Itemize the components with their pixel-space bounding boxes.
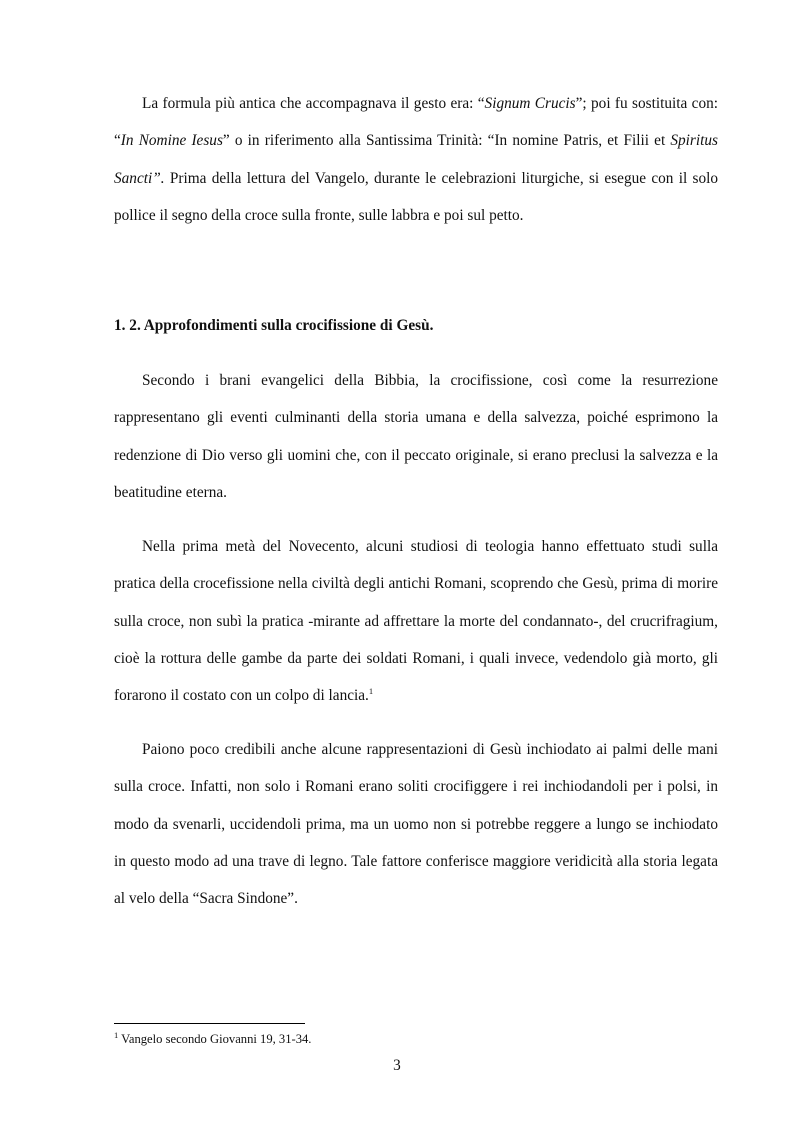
footnote-reference[interactable]: 1 [368, 686, 374, 697]
p2-text: Secondo i brani evangelici della Bibbia, la crocifissione, così come la resurrezione rappresentano gli eventi culminanti della storia umana e della salvezza, poiché esprimono la redenzione di Dio verso gli uomini che, con il peccato originale, si erano preclusi la salvezza e la beatitudine eterna. [114, 372, 718, 501]
p1-text-3: ” o in riferimento alla Santissima Trinità: “In nomine Patris, et Filii et [222, 132, 671, 150]
p4-text: Paiono poco credibili anche alcune rappresentazioni di Gesù inchiodato ai palmi delle mani sulla croce. Infatti, non solo i Romani erano soliti crocifiggere i rei inchiodandoli per i polsi, in modo da svenarli, uccidendoli prima, ma un uomo non si potrebbe reggere a lungo se inchiodato in questo modo ad una trave di legno. Tale fattore conferisce maggiore veridicità alla storia legata al velo della “Sacra Sindone”. [114, 741, 718, 908]
footnote-text: Vangelo secondo Giovanni 19, 31-34. [121, 1032, 312, 1046]
paragraph-sindone [114, 731, 718, 917]
footnote-number: 1 [114, 1029, 119, 1040]
footnote-divider [114, 1023, 305, 1024]
p1-text-2: ”; poi fu sostituita con: “ [114, 95, 718, 150]
section-heading: 1. 2. Approfondimenti sulla crocifissione di Gesù. [114, 317, 434, 334]
p1-italic-1: Signum Crucis [484, 95, 576, 112]
p1-text-4: Prima della lettura del Vangelo, durante le celebrazioni liturgiche, si esegue con il solo pollice il segno della croce sulla fronte, sulle labbra e poi sul petto. [114, 169, 718, 224]
page-number: 3 [393, 1057, 401, 1074]
paragraph-novecento [114, 528, 718, 714]
p1-text-1: La formula più antica che accompagnava il gesto era: “ [142, 95, 485, 112]
p1-italic-2: In Nomine Iesus [120, 132, 223, 150]
p3-text: Nella prima metà del Novecento, alcuni studiosi di teologia hanno effettuato studi sulla pratica della crocefissione nella civiltà degli antichi Romani, scoprendo che Gesù, prima di morire sulla croce, non subì la pratica -mirante ad affrettare la morte del condannato-, del crucrifragium, cioè la rottura delle gambe da parte dei soldati Romani, i quali invece, vedendolo già morto, gli forarono il costato con un colpo di lancia. [114, 538, 718, 705]
paragraph-crocifissione [114, 362, 718, 511]
p1-italic-3: Spiritus Sancti”. [114, 132, 718, 187]
footnote [114, 1031, 311, 1047]
paragraph-signum-crucis [114, 85, 718, 234]
